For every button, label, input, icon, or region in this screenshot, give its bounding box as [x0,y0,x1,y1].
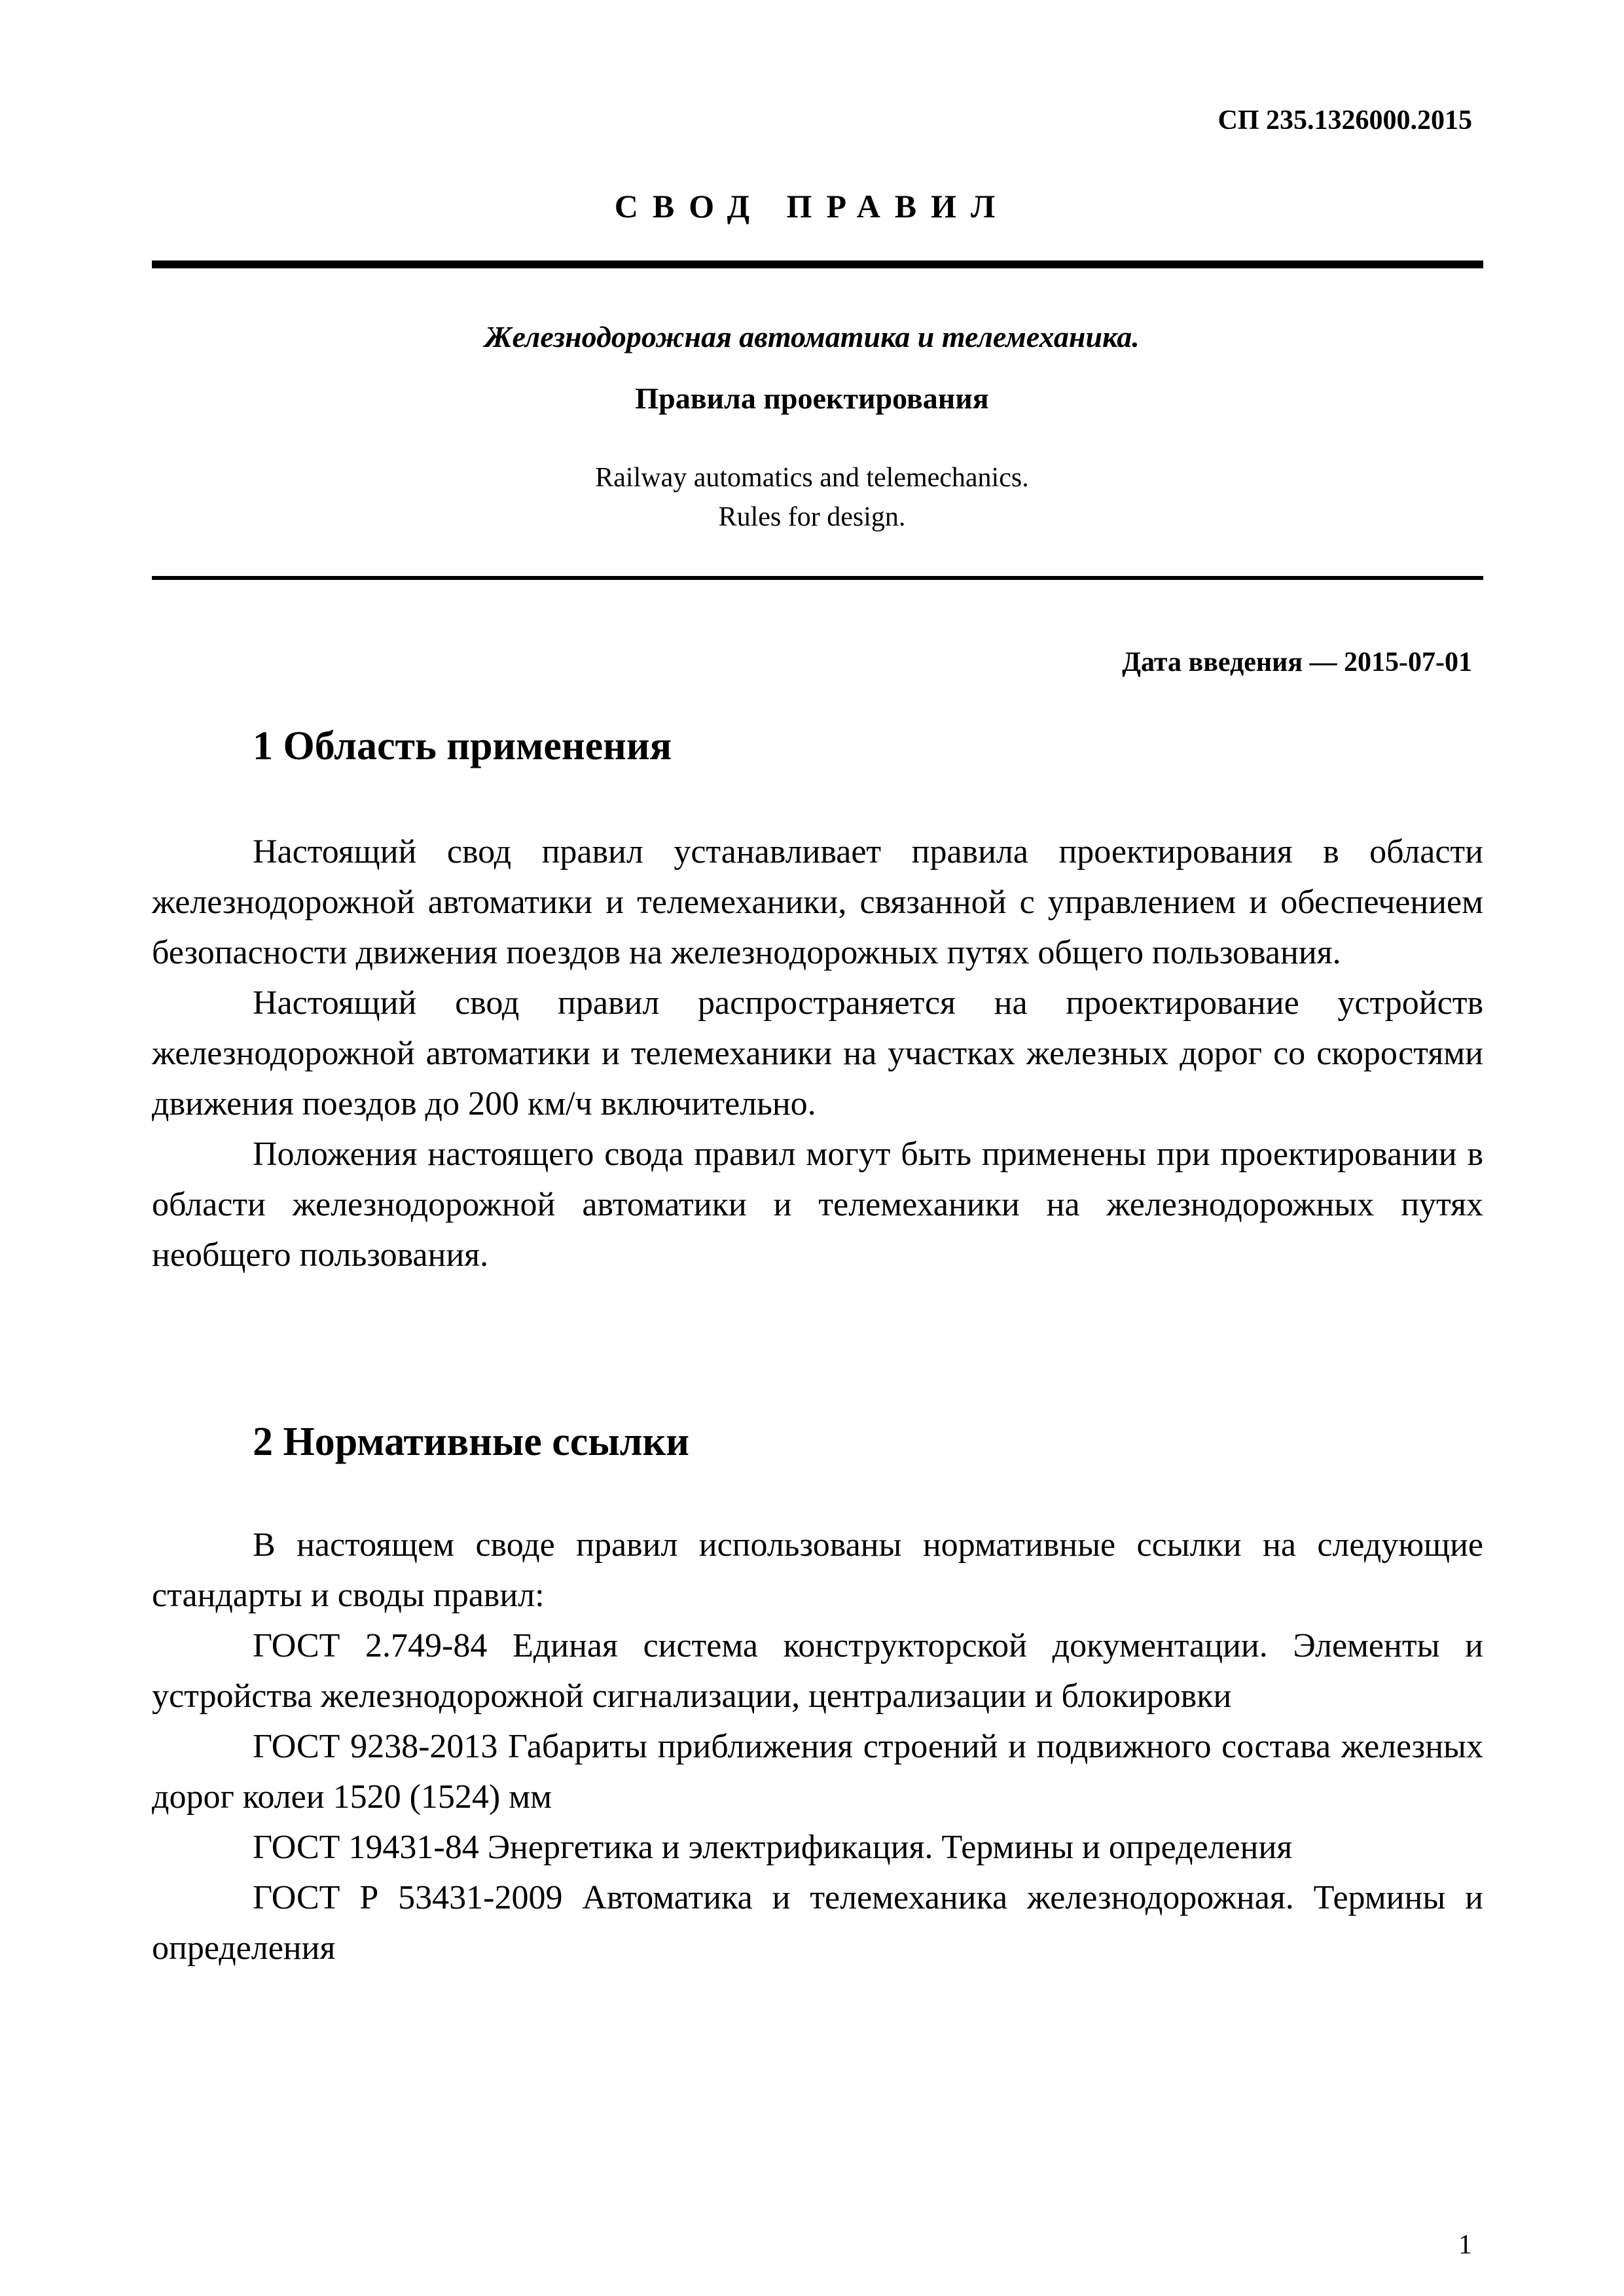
document-title: Железнодорожная автоматика и телемеханика. [484,320,1140,353]
normative-reference: ГОСТ 2.749-84 Единая система конструкторской документации. Элементы и устройства железнодорожной сигнализации, централизации и блокировки [152,1627,1483,1715]
section-2-heading: 2 Нормативные ссылки [253,1420,689,1464]
document-kind: СВОД ПРАВИЛ [614,188,1010,224]
english-title [0,458,1624,537]
normative-reference: ГОСТ 19431-84 Энергетика и электрификация. Термины и определения [253,1829,1293,1866]
page-number: 1 [1458,2230,1472,2260]
document-subtitle: Правила проектирования [635,382,989,415]
section-1-body [152,827,1483,1280]
section-1-paragraph: Настоящий свод правил устанавливает правила проектирования в области железнодорожной автоматики и телемеханики, связанной с управлением и обеспечением безопасности движения поездов на железнодорожных путях общего пользования. [152,833,1483,971]
section-2-paragraph: В настоящем своде правил использованы нормативные ссылки на следующие стандарты и своды правил: [152,1526,1483,1614]
section-1-heading: 1 Область применения [253,724,672,768]
normative-reference: ГОСТ Р 53431-2009 Автоматика и телемеханика железнодорожная. Термины и определения [152,1879,1483,1967]
normative-reference: ГОСТ 9238-2013 Габариты приближения строений и подвижного состава железных дорог колеи 1520 (1524) мм [152,1728,1483,1816]
top-divider [152,260,1483,268]
bottom-divider [152,576,1483,580]
english-title-line-2: Rules for design. [718,502,906,532]
section-2-body [152,1520,1483,1973]
introduction-date: Дата введения — 2015-07-01 [1122,647,1472,677]
section-1-paragraph: Положения настоящего свода правил могут быть применены при проектировании в области железнодорожной автоматики и телемеханики на железнодорожных путях необщего пользования. [152,1136,1483,1274]
document-code: СП 235.1326000.2015 [1218,105,1472,135]
english-title-line-1: Railway automatics and telemechanics. [595,463,1029,493]
section-1-paragraph: Настоящий свод правил распространяется на проектирование устройств железнодорожной автоматики и телемеханики на участках железных дорог со скоростями движения поездов до 200 км/ч включительно. [152,984,1483,1122]
